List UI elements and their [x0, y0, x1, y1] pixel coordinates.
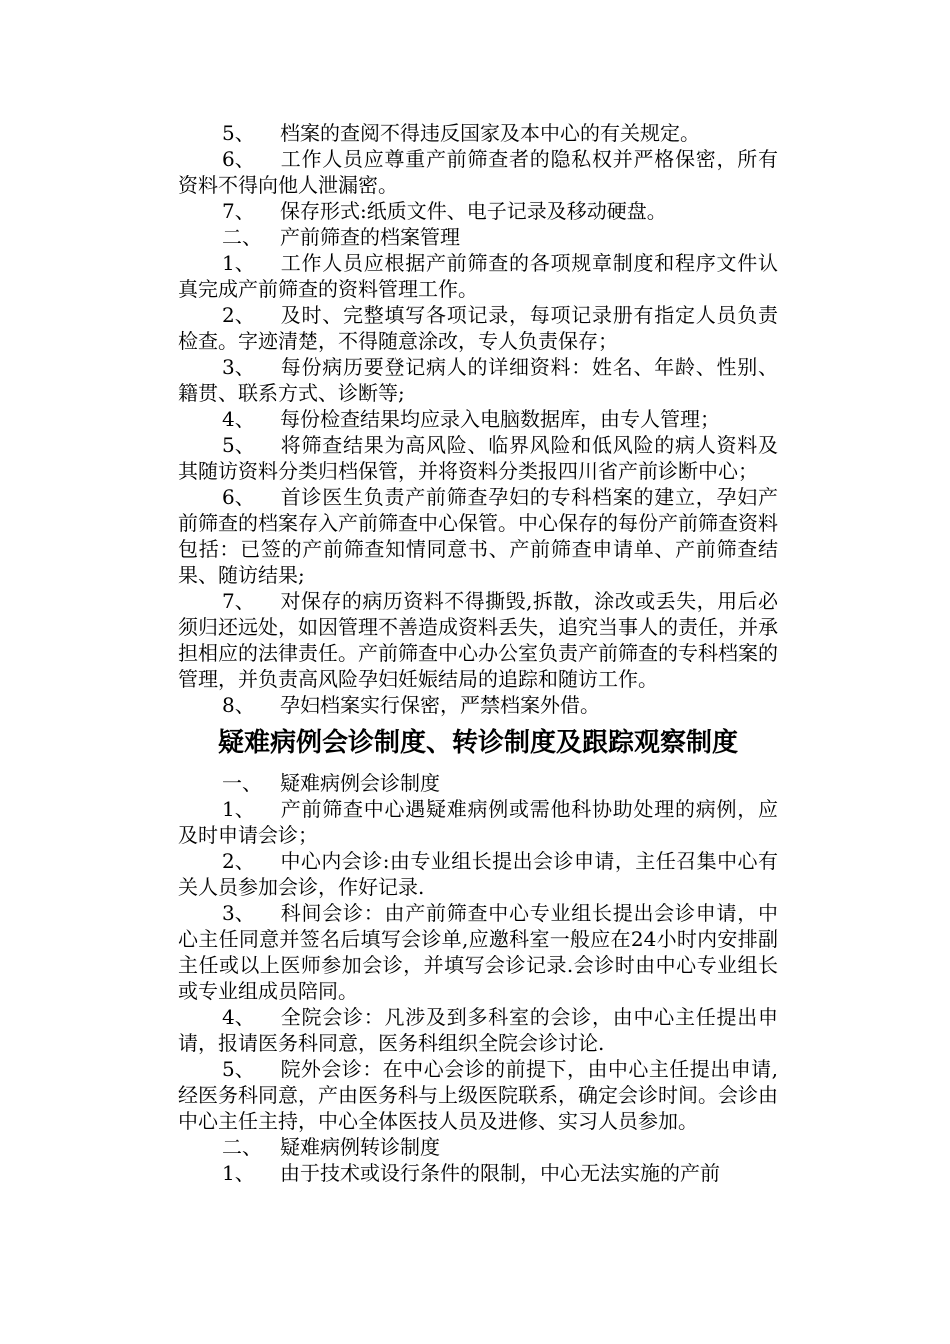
item-text: 将筛查结果为高风险、临界风险和低风险的病人资料及其随访资料分类归档保管，并将资料分类报四川省产前诊断中心；: [178, 433, 778, 483]
item-number: 二、: [222, 1135, 262, 1159]
item-text: 全院会诊：凡涉及到多科室的会诊，由中心主任提出申请，报请医务科同意，医务科组织全院会诊讨论.: [178, 1005, 778, 1055]
item-text: 每份病历要登记病人的详细资料：姓名、年龄、性别、籍贯、联系方式、诊断等;: [178, 355, 778, 405]
item-number: 7、: [222, 199, 255, 223]
item-text: 对保存的病历资料不得撕毁,拆散，涂改或丢失，用后必须归还远处，如因管理不善造成资料丢失，追究当事人的责任，并承担相应的法律责任。产前筛查中心办公室负责产前筛查的专科档案的管理，并负责高风险孕妇妊娠结局的追踪和随访工作。: [178, 589, 778, 691]
item-text: 由于技术或设行条件的限制，中心无法实施的产前: [280, 1161, 720, 1185]
item-number: 8、: [222, 693, 255, 717]
paragraph: [178, 406, 778, 432]
item-text: 疑难病例会诊制度: [280, 771, 440, 795]
paragraph: [178, 120, 778, 146]
item-text: 中心内会诊:由专业组长提出会诊申请，主任召集中心有关人员参加会诊，作好记录.: [178, 849, 778, 899]
item-number: 6、: [222, 147, 255, 171]
item-text: 孕妇档案实行保密，严禁档案外借。: [280, 693, 600, 717]
item-number: 7、: [222, 589, 255, 613]
item-text: 工作人员应根据产前筛查的各项规章制度和程序文件认真完成产前筛查的资料管理工作。: [178, 251, 778, 301]
paragraph: [178, 848, 778, 900]
item-text: 产前筛查中心遇疑难病例或需他科协助处理的病例，应及时申请会诊；: [178, 797, 778, 847]
paragraph: [178, 198, 778, 224]
item-number: 1、: [222, 1161, 255, 1185]
archive-management-section: [178, 120, 778, 718]
paragraph: [178, 484, 778, 588]
item-text: 首诊医生负责产前筛查孕妇的专科档案的建立，孕妇产前筛查的档案存入产前筛查中心保管。中心保存的每份产前筛查资料包括：已签的产前筛查知情同意书、产前筛查申请单、产前筛查结果、随访结果;: [178, 485, 778, 587]
paragraph: [178, 1160, 778, 1186]
item-number: 1、: [222, 797, 255, 821]
item-number: 一、: [222, 771, 262, 795]
paragraph: [178, 432, 778, 484]
item-text: 档案的查阅不得违反国家及本中心的有关规定。: [280, 121, 700, 145]
item-number: 3、: [222, 355, 255, 379]
paragraph: [178, 1004, 778, 1056]
paragraph: [178, 250, 778, 302]
section-heading: 疑难病例会诊制度、转诊制度及跟踪观察制度: [217, 728, 738, 758]
item-number: 4、: [222, 1005, 255, 1029]
subsection-title: [178, 1134, 778, 1160]
item-number: 2、: [222, 303, 255, 327]
item-number: 6、: [222, 485, 255, 509]
item-text: 工作人员应尊重产前筛查者的隐私权并严格保密，所有资料不得向他人泄漏密。: [178, 147, 778, 197]
item-number: 1、: [222, 251, 255, 275]
item-text: 保存形式:纸质文件、电子记录及移动硬盘。: [280, 199, 667, 223]
item-number: 4、: [222, 407, 255, 431]
item-text: 每份检查结果均应录入电脑数据库，由专人管理；: [280, 407, 720, 431]
subsection-title: [178, 224, 778, 250]
item-text: 产前筛查的档案管理: [280, 225, 460, 249]
item-number: 3、: [222, 901, 255, 925]
item-text: 院外会诊：在中心会诊的前提下，由中心主任提出申请,经医务科同意，产由医务科与上级医院联系，确定会诊时间。会诊由中心主任主持，中心全体医技人员及进修、实习人员参加。: [178, 1057, 778, 1133]
paragraph: [178, 146, 778, 198]
item-number: 5、: [222, 121, 255, 145]
paragraph: [178, 354, 778, 406]
item-number: 二、: [222, 225, 262, 249]
subsection-title: [178, 770, 778, 796]
paragraph: [178, 588, 778, 692]
paragraph: [178, 900, 778, 1004]
item-text: 科间会诊：由产前筛查中心专业组长提出会诊申请，中心主任同意并签名后填写会诊单,应邀科室一般应在24小时内安排副主任或以上医师参加会诊，并填写会诊记录.会诊时由中心专业组长或专业组成员陪同。: [178, 901, 778, 1003]
item-text: 疑难病例转诊制度: [280, 1135, 440, 1159]
paragraph: [178, 796, 778, 848]
item-number: 5、: [222, 1057, 255, 1081]
item-number: 5、: [222, 433, 255, 457]
item-number: 2、: [222, 849, 255, 873]
consultation-section: [178, 770, 778, 1186]
document-page: [178, 120, 778, 1186]
paragraph: [178, 302, 778, 354]
paragraph: [178, 692, 778, 718]
paragraph: [178, 1056, 778, 1134]
item-text: 及时、完整填写各项记录，每项记录册有指定人员负责检查。字迹清楚，不得随意涂改，专人负责保存；: [178, 303, 778, 353]
